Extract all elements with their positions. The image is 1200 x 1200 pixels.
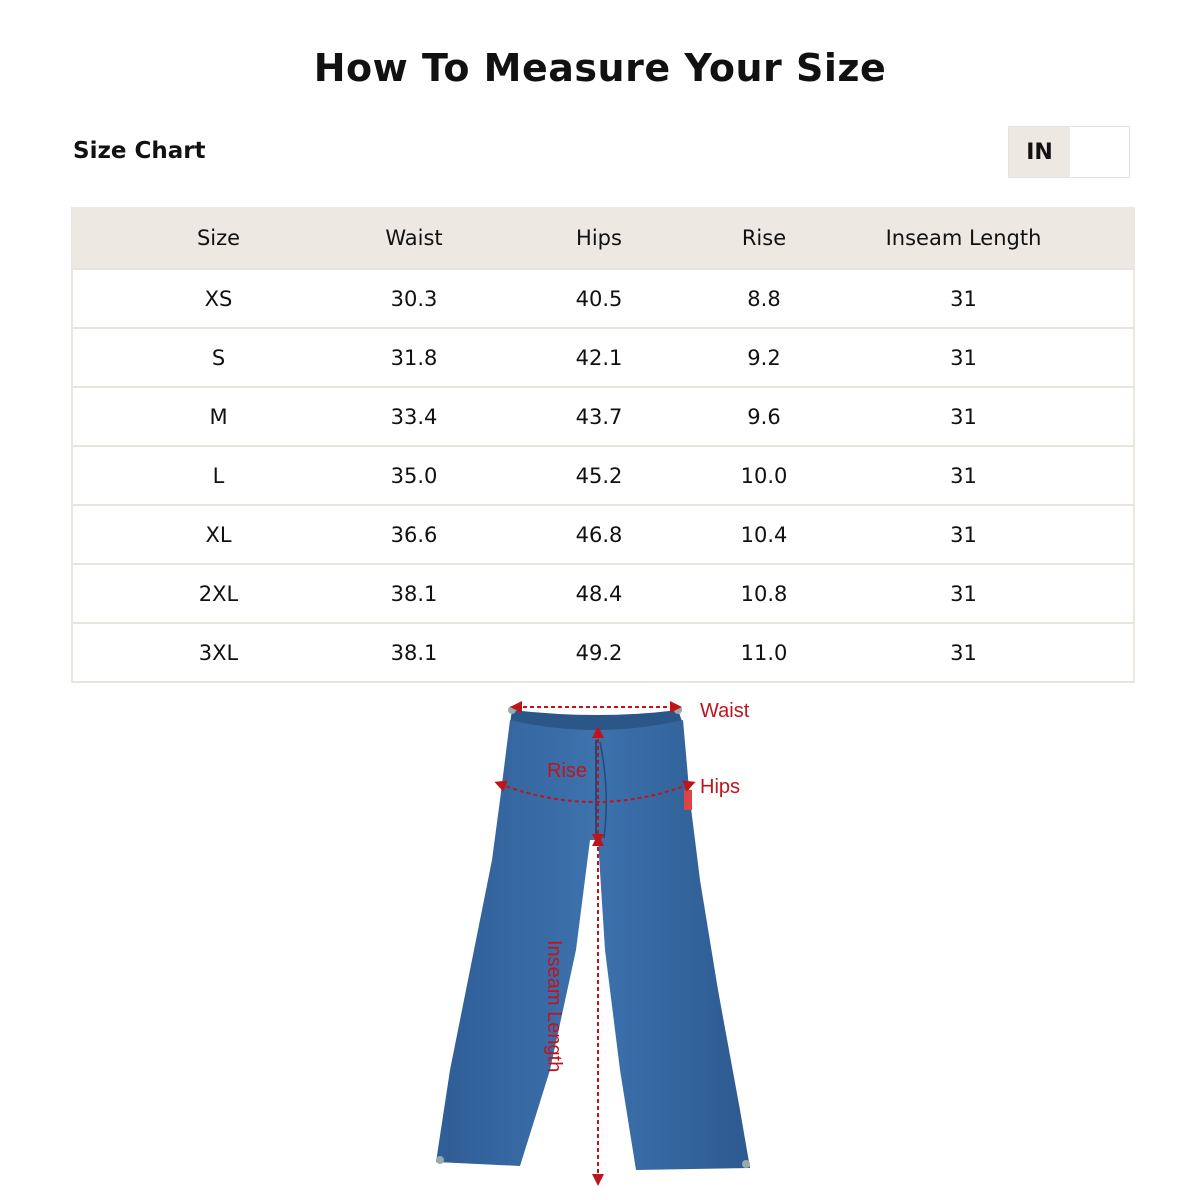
cell-waist: 31.8: [364, 328, 464, 387]
table-header-row: [72, 207, 1134, 269]
cell-hips: 43.7: [464, 387, 734, 446]
cell-hips: 42.1: [464, 328, 734, 387]
waist-label: Waist: [700, 700, 750, 722]
cell-waist: 38.1: [364, 564, 464, 623]
cell-size: S: [72, 328, 364, 387]
cell-size: XS: [72, 269, 364, 328]
table-row: [72, 564, 1134, 623]
table-row: [72, 269, 1134, 328]
unit-option-in[interactable]: IN: [1009, 127, 1070, 177]
cell-size: L: [72, 446, 364, 505]
cell-inseam: 31: [794, 387, 1134, 446]
col-header-inseam: Inseam Length: [794, 207, 1134, 269]
col-header-size: Size: [72, 207, 364, 269]
inseam-label: Inseam Length: [543, 940, 565, 1073]
cell-inseam: 31: [794, 328, 1134, 387]
jeans-illustration-icon: [400, 690, 820, 1190]
table-row: [72, 387, 1134, 446]
rise-label: Rise: [547, 760, 588, 782]
cell-rise: 8.8: [734, 269, 794, 328]
cell-waist: 33.4: [364, 387, 464, 446]
cell-rise: 10.4: [734, 505, 794, 564]
hips-label: Hips: [700, 776, 741, 798]
cell-size: M: [72, 387, 364, 446]
cell-inseam: 31: [794, 505, 1134, 564]
table-row: [72, 328, 1134, 387]
cell-hips: 40.5: [464, 269, 734, 328]
unit-option-other[interactable]: [1070, 127, 1129, 177]
cell-inseam: 31: [794, 564, 1134, 623]
table-row: [72, 505, 1134, 564]
cell-rise: 11.0: [734, 623, 794, 682]
table-row: [72, 446, 1134, 505]
col-header-rise: Rise: [734, 207, 794, 269]
size-table: [71, 207, 1135, 683]
unit-toggle[interactable]: [1008, 126, 1130, 178]
cell-inseam: 31: [794, 623, 1134, 682]
table-row: [72, 623, 1134, 682]
cell-inseam: 31: [794, 269, 1134, 328]
cell-waist: 35.0: [364, 446, 464, 505]
cell-hips: 48.4: [464, 564, 734, 623]
cell-rise: 9.2: [734, 328, 794, 387]
page-title: How To Measure Your Size: [313, 46, 887, 90]
cell-size: XL: [72, 505, 364, 564]
cell-size: 3XL: [72, 623, 364, 682]
size-chart-heading: Size Chart: [73, 138, 206, 164]
cell-hips: 45.2: [464, 446, 734, 505]
cell-hips: 46.8: [464, 505, 734, 564]
cell-waist: 30.3: [364, 269, 464, 328]
jeans-measure-diagram: [400, 690, 820, 1190]
cell-waist: 36.6: [364, 505, 464, 564]
cell-size: 2XL: [72, 564, 364, 623]
cell-rise: 10.0: [734, 446, 794, 505]
col-header-waist: Waist: [364, 207, 464, 269]
cell-rise: 10.8: [734, 564, 794, 623]
col-header-hips: Hips: [464, 207, 734, 269]
cell-inseam: 31: [794, 446, 1134, 505]
cell-rise: 9.6: [734, 387, 794, 446]
cell-hips: 49.2: [464, 623, 734, 682]
cell-waist: 38.1: [364, 623, 464, 682]
